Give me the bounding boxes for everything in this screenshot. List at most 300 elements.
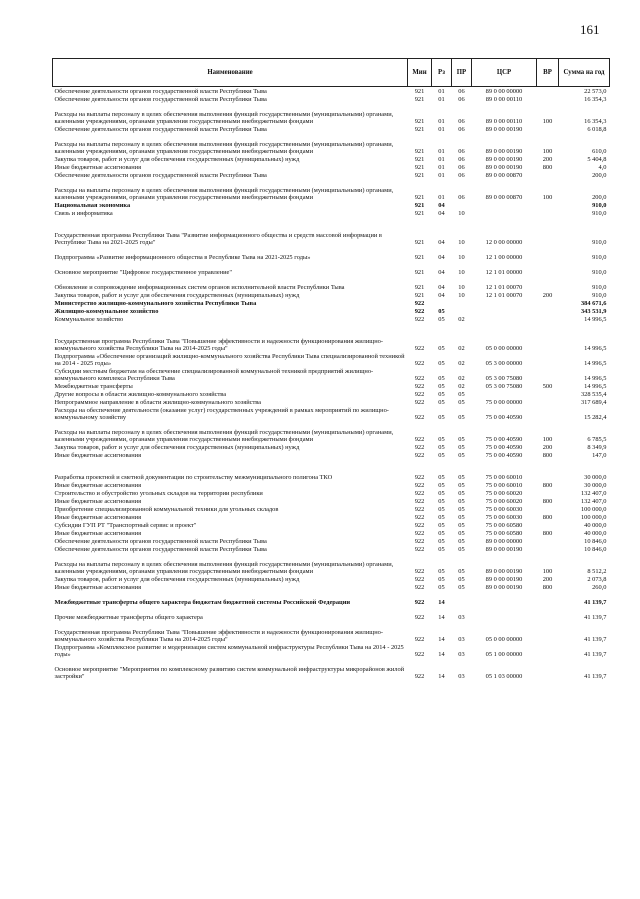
table-row: [53, 406, 610, 421]
row-csr: 89 0 00 00190: [485, 575, 523, 583]
header-pr: ПР: [452, 59, 472, 87]
row-sum: 41 139,7: [584, 598, 607, 606]
row-sum: 910,0: [592, 253, 607, 261]
row-csr: 89 0 00 00190: [485, 545, 523, 553]
row-csr: 89 0 00 00870: [485, 171, 523, 179]
row-rz: 01: [438, 147, 445, 155]
row-csr: 89 0 00 00190: [485, 155, 523, 163]
row-sum: 910,0: [592, 209, 607, 217]
row-name: Приобретение специализированной коммунальной техники для угольных складов: [54, 505, 279, 513]
row-rz: 05: [438, 344, 445, 352]
row-sum: 132 407,0: [580, 497, 607, 505]
row-pr: 05: [458, 390, 465, 398]
row-pr: 03: [458, 635, 465, 643]
row-name: Жилищно-коммунальное хозяйство: [54, 307, 159, 315]
table-row: [53, 246, 610, 261]
row-name: Обеспечение деятельности органов государственной власти Республики Тыва: [54, 95, 267, 103]
row-sum: 10 846,0: [584, 545, 607, 553]
row-pr: 10: [458, 253, 465, 261]
header-min: Мин: [408, 59, 432, 87]
row-pr: 06: [458, 87, 465, 95]
row-csr: 12 1 01 00070: [485, 283, 523, 291]
page-number: 161: [580, 22, 600, 37]
row-vr: [537, 217, 559, 246]
table-row: [53, 390, 610, 398]
row-csr: 75 0 00 60010: [485, 473, 523, 481]
row-pr: 05: [458, 521, 465, 529]
table-row: [53, 443, 610, 451]
table-row: [53, 489, 610, 497]
row-name: Непрограммное направление в области жилищно-коммунального хозяйства: [54, 398, 262, 406]
row-name: Расходы на выплаты персоналу в целях обеспечения выполнения функций государственными (муниципальными) органами, казенными учреждениями, органами управления государственными внебюджетными фондами: [54, 140, 394, 155]
row-rz: 05: [438, 537, 445, 545]
row-sum: 132 407,0: [580, 489, 607, 497]
row-sum: 16 354,3: [584, 95, 607, 103]
row-rz: 01: [438, 95, 445, 103]
row-min: 921: [414, 163, 425, 171]
row-pr: 10: [458, 291, 465, 299]
row-pr: [452, 307, 472, 315]
row-sum: 260,0: [592, 583, 607, 591]
table-row: [53, 529, 610, 537]
row-csr: 75 0 00 60020: [485, 489, 523, 497]
row-pr: 05: [458, 575, 465, 583]
row-min: 922: [414, 473, 425, 481]
row-rz: 01: [438, 155, 445, 163]
row-sum: 40 000,0: [584, 521, 607, 529]
row-rz: 05: [438, 307, 445, 315]
row-csr: 05 3 00 75080: [485, 374, 523, 382]
row-pr: [452, 201, 472, 209]
row-name: Национальная экономика: [54, 201, 131, 209]
row-min: 922: [414, 521, 425, 529]
row-min: 922: [414, 307, 425, 315]
row-vr: [537, 505, 559, 513]
row-sum: 40 000,0: [584, 529, 607, 537]
row-name: Министерство жилищно-коммунального хозяйства Республики Тыва: [54, 299, 257, 307]
table-row: [53, 367, 610, 382]
row-csr: 89 0 00 00110: [485, 117, 523, 125]
row-rz: 01: [438, 117, 445, 125]
row-sum: 16 354,3: [584, 117, 607, 125]
row-name: Субсидии местным бюджетам на обеспечение специализированной коммунальной техникой предприятий жилищно-коммунального комплекса Республики Тыва: [54, 367, 374, 382]
row-min: 922: [414, 382, 425, 390]
row-sum: 41 139,7: [584, 650, 607, 658]
table-row: [53, 658, 610, 680]
row-vr: 200: [542, 575, 553, 583]
row-min: 922: [414, 489, 425, 497]
header-name: Наименование: [53, 59, 408, 87]
row-csr: 75 0 00 60580: [485, 521, 523, 529]
row-name: Государственная программа Республики Тыва "Повышение эффективности и надежности функционирования жилищно-коммунального хозяйства Республики Тыва на 2014-2025 годы": [54, 628, 383, 643]
row-name: Межбюджетные трансферты общего характера бюджетам бюджетной системы Российской Федерации: [54, 598, 351, 606]
row-min: 922: [414, 359, 425, 367]
row-sum: 384 671,6: [580, 299, 607, 307]
row-pr: 02: [458, 382, 465, 390]
row-csr: 05 3 00 75080: [485, 382, 523, 390]
row-min: 922: [414, 374, 425, 382]
table-row: [53, 171, 610, 179]
row-min: 922: [414, 451, 425, 459]
row-name: Основное мероприятие "Мероприятия по комплексному развитию систем коммунальной инфраструктуры микрорайонов жилой застройки": [54, 665, 405, 680]
row-sum: 22 573,0: [584, 87, 607, 95]
row-sum: 910,0: [592, 291, 607, 299]
row-name: Иные бюджетные ассигнования: [54, 481, 142, 489]
row-vr: [537, 307, 559, 315]
row-name: Закупка товаров, работ и услуг для обеспечения государственных (муниципальных) нужд: [54, 155, 300, 163]
row-sum: 317 689,4: [580, 398, 607, 406]
row-min: 922: [414, 413, 425, 421]
row-vr: [537, 276, 559, 291]
row-vr: [537, 367, 559, 382]
row-pr: 05: [458, 481, 465, 489]
row-csr: 89 0 00 00000: [485, 537, 523, 545]
row-min: 922: [414, 529, 425, 537]
row-sum: 100 000,0: [580, 513, 607, 521]
row-name: Закупка товаров, работ и услуг для обеспечения государственных (муниципальных) нужд: [54, 291, 300, 299]
row-csr: [472, 606, 537, 621]
row-pr: 10: [458, 238, 465, 246]
table-row: [53, 421, 610, 443]
row-rz: 05: [438, 382, 445, 390]
table-header-row: [53, 59, 610, 87]
row-pr: 02: [458, 359, 465, 367]
row-csr: 75 0 00 40590: [485, 435, 523, 443]
row-min: 922: [414, 567, 425, 575]
row-vr: 800: [542, 529, 553, 537]
table-row: [53, 155, 610, 163]
row-rz: 14: [438, 598, 445, 606]
table-row: [53, 299, 610, 307]
row-csr: 75 0 00 60580: [485, 529, 523, 537]
row-vr: [537, 406, 559, 421]
row-rz: 05: [438, 505, 445, 513]
row-vr: [537, 459, 559, 481]
row-rz: 04: [438, 268, 445, 276]
row-vr: [537, 171, 559, 179]
row-pr: 10: [458, 209, 465, 217]
row-csr: 75 0 00 60020: [485, 497, 523, 505]
row-sum: 14 996,5: [584, 344, 607, 352]
row-pr: 05: [458, 497, 465, 505]
row-min: 922: [414, 443, 425, 451]
row-name: Иные бюджетные ассигнования: [54, 497, 142, 505]
row-sum: 41 139,7: [584, 635, 607, 643]
row-name: Межбюджетные трансферты: [54, 382, 133, 390]
row-min: 922: [414, 398, 425, 406]
row-min: 921: [414, 268, 425, 276]
row-vr: [537, 246, 559, 261]
row-rz: 04: [438, 253, 445, 261]
row-sum: 14 996,5: [584, 374, 607, 382]
row-name: Другие вопросы в области жилищно-коммунального хозяйства: [54, 390, 227, 398]
row-sum: 2 073,8: [587, 575, 607, 583]
row-csr: 75 0 00 60010: [485, 481, 523, 489]
row-sum: 15 282,4: [584, 413, 607, 421]
row-min: 922: [414, 497, 425, 505]
row-pr: 05: [458, 413, 465, 421]
table-row: [53, 459, 610, 481]
table-row: [53, 291, 610, 299]
row-rz: 05: [438, 443, 445, 451]
row-name: Расходы на обеспечение деятельности (оказание услуг) государственных учреждений в рамках мероприятий по жилищно-коммунальному хозяйству: [54, 406, 389, 421]
row-pr: 05: [458, 537, 465, 545]
row-sum: 6 018,8: [587, 125, 607, 133]
row-rz: 05: [438, 390, 445, 398]
table-row: [53, 133, 610, 155]
table-row: [53, 125, 610, 133]
row-csr: 75 0 00 60030: [485, 505, 523, 513]
row-pr: 05: [458, 489, 465, 497]
row-pr: 03: [458, 672, 465, 680]
table-row: [53, 621, 610, 643]
table-row: [53, 481, 610, 489]
row-sum: 10 846,0: [584, 537, 607, 545]
row-sum: 41 139,7: [584, 672, 607, 680]
row-vr: [537, 591, 559, 606]
table-row: [53, 583, 610, 591]
table-row: [53, 103, 610, 125]
row-min: 921: [414, 117, 425, 125]
row-csr: 75 0 00 40590: [485, 451, 523, 459]
row-csr: 05 0 00 00000: [485, 344, 523, 352]
row-rz: 05: [438, 473, 445, 481]
row-csr: 05 0 00 00000: [485, 635, 523, 643]
row-rz: 05: [438, 413, 445, 421]
row-pr: 10: [458, 283, 465, 291]
row-csr: 89 0 00 00870: [485, 193, 523, 201]
row-name: Расходы на выплаты персоналу в целях обеспечения выполнения функций государственными (муниципальными) органами, казенными учреждениями, органами управления государственными внебюджетными фондами: [54, 186, 394, 201]
row-min: 921: [414, 201, 425, 209]
row-sum: 200,0: [592, 171, 607, 179]
table-row: [53, 553, 610, 575]
row-min: 921: [414, 209, 425, 217]
row-name: Разработка проектной и сметной документации по строительству межмуниципального полигона ТКО: [54, 473, 333, 481]
row-sum: 14 996,5: [584, 359, 607, 367]
row-rz: 14: [438, 635, 445, 643]
row-rz: 05: [438, 481, 445, 489]
row-rz: 01: [438, 87, 445, 95]
row-vr: [537, 352, 559, 367]
row-pr: 06: [458, 155, 465, 163]
row-pr: 05: [458, 545, 465, 553]
row-csr: [472, 307, 537, 315]
row-rz: 04: [438, 238, 445, 246]
row-sum: 610,0: [592, 147, 607, 155]
row-vr: 100: [542, 435, 553, 443]
row-vr: [537, 545, 559, 553]
row-pr: 10: [458, 268, 465, 276]
row-name: Связь и информатика: [54, 209, 113, 217]
row-pr: 03: [458, 613, 465, 621]
row-sum: 147,0: [592, 451, 607, 459]
row-csr: 75 0 00 40590: [485, 413, 523, 421]
table-row: [53, 209, 610, 217]
row-rz: 05: [438, 567, 445, 575]
row-csr: [472, 390, 537, 398]
row-min: 921: [414, 193, 425, 201]
row-rz: 05: [438, 497, 445, 505]
row-min: 922: [414, 344, 425, 352]
row-name: Субсидии ГУП РТ "Транспортный сервис и проект": [54, 521, 197, 529]
table-row: [53, 545, 610, 553]
row-vr: 800: [542, 481, 553, 489]
table-row: [53, 398, 610, 406]
row-pr: 06: [458, 95, 465, 103]
row-sum: 8 512,2: [587, 567, 607, 575]
row-min: 921: [414, 253, 425, 261]
row-name: Основное мероприятие "Цифровое государственное управление": [54, 268, 232, 276]
row-csr: 75 0 00 40590: [485, 443, 523, 451]
row-rz: 14: [438, 650, 445, 658]
row-vr: 800: [542, 163, 553, 171]
row-sum: 4,0: [598, 163, 607, 171]
row-vr: [537, 489, 559, 497]
row-csr: 89 0 00 00190: [485, 163, 523, 171]
row-name: Расходы на выплаты персоналу в целях обеспечения выполнения функций государственными (муниципальными) органами, казенными учреждениями, органами управления государственными внебюджетными фондами: [54, 110, 394, 125]
row-rz: 01: [438, 171, 445, 179]
row-rz: 01: [438, 125, 445, 133]
row-name: Подпрограмма «Обеспечение организаций жилищно-коммунального хозяйства Республики Тыва специализированной техникой на 2014 - 2025 годы»: [54, 352, 405, 367]
row-vr: 100: [542, 567, 553, 575]
row-sum: 910,0: [592, 201, 607, 209]
table-row: [53, 591, 610, 606]
row-sum: 5 404,8: [587, 155, 607, 163]
row-csr: 89 0 00 00190: [485, 583, 523, 591]
row-rz: 01: [438, 193, 445, 201]
table-row: [53, 95, 610, 103]
row-min: 922: [414, 635, 425, 643]
row-vr: 200: [542, 155, 553, 163]
row-vr: [537, 87, 559, 95]
row-pr: 06: [458, 117, 465, 125]
row-name: Подпрограмма «Комплексное развитие и модернизация систем коммунальной инфраструктуры Республики Тыва на 2014 - 2025 годы»: [54, 643, 404, 658]
row-pr: 05: [458, 443, 465, 451]
table-row: [53, 323, 610, 352]
row-name: Иные бюджетные ассигнования: [54, 513, 142, 521]
row-name: Иные бюджетные ассигнования: [54, 163, 142, 171]
row-min: 922: [414, 299, 425, 307]
row-vr: 800: [542, 451, 553, 459]
row-pr: 05: [458, 513, 465, 521]
row-sum: 100 000,0: [580, 505, 607, 513]
row-name: Обеспечение деятельности органов государственной власти Республики Тыва: [54, 545, 267, 553]
row-min: 922: [414, 575, 425, 583]
row-csr: 89 0 00 00190: [485, 567, 523, 575]
row-name: Иные бюджетные ассигнования: [54, 583, 142, 591]
row-rz: 05: [438, 529, 445, 537]
row-vr: 100: [542, 147, 553, 155]
row-vr: [537, 209, 559, 217]
row-pr: 05: [458, 435, 465, 443]
table-row: [53, 505, 610, 513]
table-body: [53, 87, 610, 680]
row-vr: [537, 521, 559, 529]
budget-table: [52, 58, 610, 680]
row-min: 922: [414, 613, 425, 621]
row-name: Обеспечение деятельности органов государственной власти Республики Тыва: [54, 125, 267, 133]
row-vr: 100: [542, 117, 553, 125]
row-sum: 910,0: [592, 268, 607, 276]
row-pr: 05: [458, 529, 465, 537]
row-min: 921: [414, 125, 425, 133]
row-name: Обновление и сопровождение информационных систем органов исполнительной власти Республики Тыва: [54, 283, 345, 291]
row-sum: 41 139,7: [584, 613, 607, 621]
row-min: 922: [414, 513, 425, 521]
row-rz: 05: [438, 583, 445, 591]
row-rz: 04: [438, 283, 445, 291]
row-min: 921: [414, 147, 425, 155]
row-pr: 05: [458, 505, 465, 513]
row-vr: [537, 315, 559, 323]
row-csr: 89 0 00 00190: [485, 125, 523, 133]
row-sum: 14 996,5: [584, 315, 607, 323]
table-row: [53, 643, 610, 658]
row-csr: 05 1 03 00000: [485, 672, 523, 680]
row-rz: 04: [438, 209, 445, 217]
row-min: 922: [414, 583, 425, 591]
row-name: Коммунальное хозяйство: [54, 315, 124, 323]
row-rz: 05: [438, 315, 445, 323]
table-row: [53, 87, 610, 95]
row-name: Государственная программа Республики Тыва "Развитие информационного общества и средств массовой информации в Республике Тыва на 2021-2025 годы": [54, 231, 382, 246]
row-vr: [537, 323, 559, 352]
row-vr: [537, 643, 559, 658]
row-pr: [452, 299, 472, 307]
row-min: 922: [414, 598, 425, 606]
row-csr: [472, 201, 537, 209]
table-row: [53, 276, 610, 291]
header-vr: ВР: [537, 59, 559, 87]
row-name: Подпрограмма «Развитие информационного общества в Республике Тыва на 2021-2025 годы»: [54, 253, 311, 261]
table-row: [53, 179, 610, 201]
row-pr: 05: [458, 583, 465, 591]
row-csr: 75 0 00 00000: [485, 398, 523, 406]
row-vr: [537, 299, 559, 307]
row-name: Обеспечение деятельности органов государственной власти Республики Тыва: [54, 171, 267, 179]
row-rz: 05: [438, 398, 445, 406]
row-name: Закупка товаров, работ и услуг для обеспечения государственных (муниципальных) нужд: [54, 575, 300, 583]
row-min: 921: [414, 155, 425, 163]
table-row: [53, 307, 610, 315]
row-rz: 05: [438, 521, 445, 529]
row-min: 922: [414, 672, 425, 680]
row-min: 922: [414, 545, 425, 553]
row-vr: [537, 658, 559, 680]
row-sum: 30 000,0: [584, 481, 607, 489]
row-pr: 03: [458, 650, 465, 658]
row-pr: 02: [458, 374, 465, 382]
row-min: 921: [414, 283, 425, 291]
row-csr: [472, 315, 537, 323]
row-rz: 05: [438, 489, 445, 497]
row-rz: 05: [438, 374, 445, 382]
row-vr: [537, 261, 559, 276]
row-csr: 89 0 00 00110: [485, 95, 523, 103]
table-row: [53, 606, 610, 621]
row-min: 922: [414, 315, 425, 323]
row-pr: 05: [458, 567, 465, 575]
row-vr: [537, 95, 559, 103]
row-name: Государственная программа Республики Тыва "Повышение эффективности и надежности функционирования жилищно-коммунального хозяйства Республики Тыва на 2014-2025 годы": [54, 337, 383, 352]
row-pr: [452, 591, 472, 606]
row-name: Прочие межбюджетные трансферты общего характера: [54, 613, 203, 621]
row-sum: 343 531,9: [580, 307, 607, 315]
row-csr: 12 1 01 00000: [485, 268, 523, 276]
row-vr: 500: [542, 382, 553, 390]
header-sum: Сумма на год: [559, 59, 610, 87]
row-vr: [537, 125, 559, 133]
